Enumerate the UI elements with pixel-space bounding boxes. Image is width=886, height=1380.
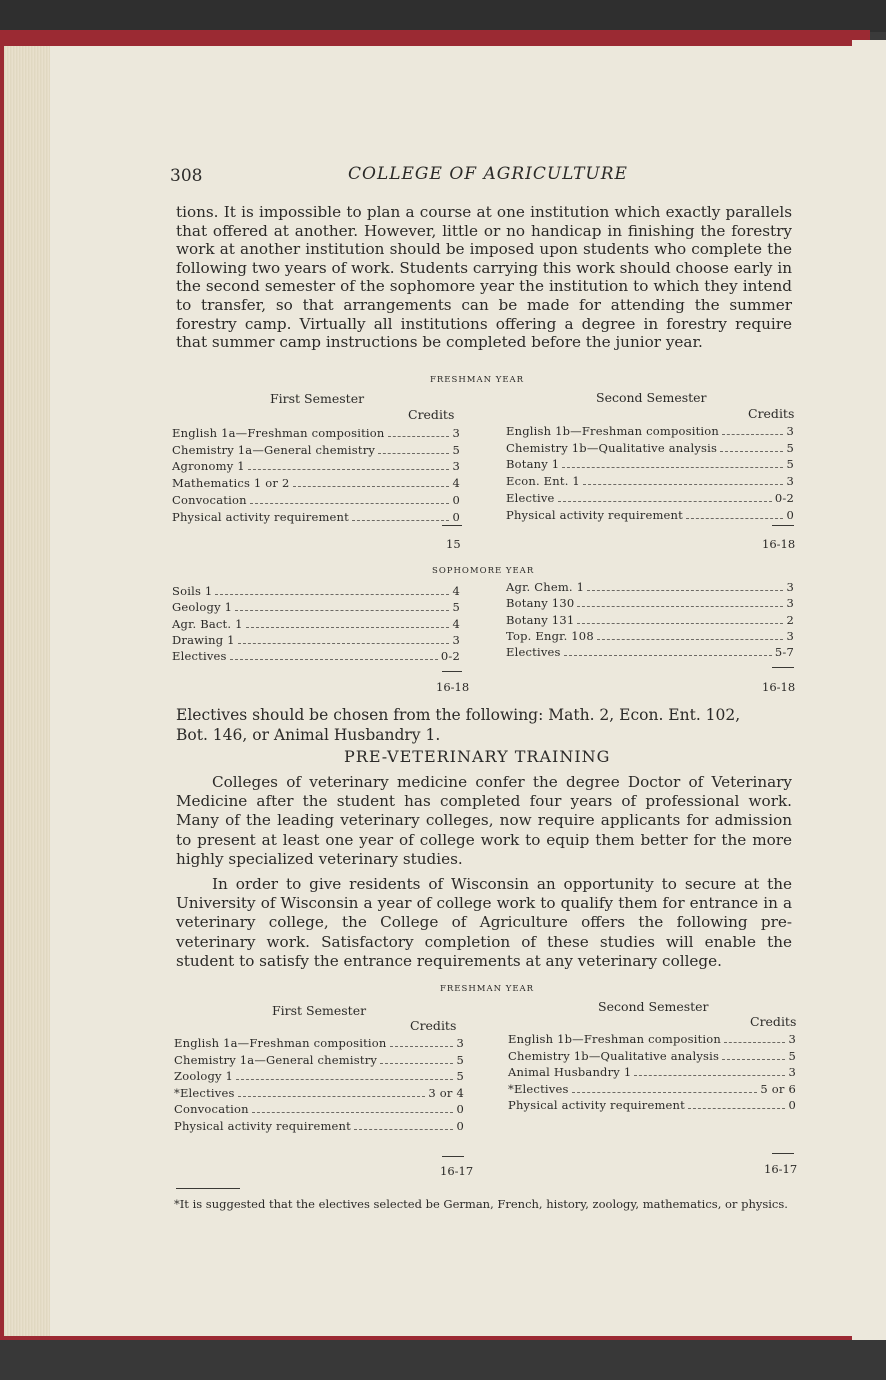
- dot-leader: [597, 639, 784, 640]
- course-row: [172, 649, 460, 663]
- course-name: Top. Engr. 108: [506, 628, 594, 643]
- course-name: Econ. Ent. 1: [506, 474, 580, 489]
- total-rule: [772, 1153, 794, 1154]
- dot-leader: [380, 1063, 453, 1064]
- course-name: Agronomy 1: [172, 459, 245, 474]
- dot-leader: [634, 1075, 785, 1076]
- course-credits: 0: [452, 492, 460, 507]
- course-row: [506, 457, 794, 471]
- dot-leader: [577, 623, 783, 624]
- course-credits: 4: [452, 584, 460, 598]
- forestry-freshman-first-total: 15: [446, 537, 461, 551]
- course-row: [174, 1102, 464, 1116]
- dot-leader: [686, 518, 783, 519]
- prevet-paragraph-1: Colleges of veterinary medicine confer the degree Doctor of Veterinary Medicine after the student has completed four years of professional work. Many of the leading veterinary colleges, now require applicants for admission to present at least one year of college work to equip them better for the more highly specialized veterinary studies.: [176, 773, 792, 868]
- course-credits: 0: [456, 1119, 464, 1133]
- dot-leader: [388, 436, 450, 437]
- course-name: Chemistry 1b—Qualitative analysis: [508, 1048, 720, 1063]
- dot-leader: [293, 486, 450, 487]
- course-row: [172, 476, 460, 490]
- forestry-sophomore-second-total: 16-18: [762, 680, 796, 694]
- dot-leader: [390, 1046, 454, 1047]
- dot-leader: [564, 655, 772, 656]
- course-name: Convocation: [172, 492, 247, 507]
- course-row: [174, 1053, 464, 1067]
- scan-background-top: [0, 0, 886, 32]
- course-row: [172, 600, 460, 614]
- course-credits: 5: [452, 600, 460, 615]
- course-row: [508, 1032, 796, 1046]
- course-credits: 0: [452, 509, 460, 524]
- course-row: [172, 459, 460, 473]
- course-credits: 5: [452, 442, 460, 457]
- course-name: Physical activity requirement: [508, 1098, 685, 1113]
- course-credits: 0-2: [774, 490, 794, 505]
- course-row: [174, 1119, 464, 1133]
- course-name: Agr. Chem. 1: [506, 580, 585, 594]
- facing-page-edge: [852, 40, 886, 1340]
- page-number: 308: [170, 166, 203, 186]
- course-row: [174, 1036, 464, 1050]
- course-credits: 2: [786, 612, 794, 627]
- course-name: Mathematics 1 or 2: [172, 476, 290, 491]
- prevet-first-semester-label: First Semester: [272, 1003, 367, 1018]
- total-rule: [442, 1156, 464, 1157]
- course-name: Botany 1: [506, 457, 560, 472]
- course-name: Chemistry 1b—Qualitative analysis: [506, 440, 718, 455]
- course-name: English 1b—Freshman composition: [508, 1032, 722, 1046]
- forestry-credits-label-left: Credits: [408, 407, 455, 422]
- course-credits: 3: [786, 628, 794, 643]
- course-credits: 5: [456, 1069, 464, 1084]
- book-page: [50, 46, 856, 1336]
- course-credits: 3: [452, 459, 460, 474]
- prevet-paragraph-2: In order to give residents of Wisconsin an opportunity to secure at the University of Wisconsin a year of college work to qualify them for entrance in a veterinary college, the College of Agriculture offers the following pre-veterinary work. Satisfactory completion of these studies will enable the student to satisfy the entrance requirements at any veterinary college.: [176, 875, 792, 970]
- total-rule: [442, 671, 462, 672]
- prevet-second-semester-label: Second Semester: [598, 999, 709, 1014]
- course-row: [506, 613, 794, 627]
- course-name: Animal Husbandry 1: [508, 1065, 632, 1080]
- forestry-first-semester-label: First Semester: [270, 391, 365, 406]
- course-credits: 0: [788, 1098, 796, 1113]
- course-row: [508, 1098, 796, 1112]
- course-row: [508, 1049, 796, 1063]
- course-row: [506, 508, 794, 522]
- footnote-rule: [176, 1188, 240, 1189]
- course-name: Drawing 1: [172, 632, 235, 647]
- course-name: Botany 130: [506, 596, 575, 611]
- course-row: [172, 493, 460, 507]
- total-rule: [772, 525, 794, 526]
- dot-leader: [562, 467, 783, 468]
- course-credits: 3 or 4: [428, 1085, 464, 1100]
- prevet-footnote: *It is suggested that the electives selected be German, French, history, zoology, mathematics, or physics.: [174, 1197, 788, 1211]
- electives-note-line1: Electives should be chosen from the following: Math. 2, Econ. Ent. 102,: [176, 706, 741, 724]
- course-row: [172, 426, 460, 440]
- course-row: [506, 424, 794, 438]
- course-credits: 0: [786, 507, 794, 522]
- dot-leader: [722, 434, 783, 435]
- course-credits: 5 or 6: [760, 1081, 796, 1096]
- course-credits: 5: [788, 1048, 796, 1063]
- dot-leader: [587, 590, 783, 591]
- course-name: Geology 1: [172, 600, 233, 615]
- course-row: [506, 596, 794, 610]
- dot-leader: [722, 1059, 785, 1060]
- course-credits: 3: [786, 596, 794, 611]
- course-credits: 5: [456, 1052, 464, 1067]
- dot-leader: [235, 610, 449, 611]
- page-stack-edge: [4, 46, 56, 1336]
- course-row: [172, 510, 460, 524]
- dot-leader: [250, 503, 450, 504]
- prevet-credits-label-right: Credits: [750, 1014, 797, 1029]
- dot-leader: [248, 469, 450, 470]
- dot-leader: [238, 643, 450, 644]
- prevet-credits-label-left: Credits: [410, 1018, 457, 1033]
- course-credits: 3: [452, 426, 460, 440]
- course-credits: 0: [456, 1102, 464, 1117]
- course-name: Chemistry 1a—General chemistry: [172, 442, 376, 457]
- course-credits: 3: [788, 1032, 796, 1046]
- course-credits: 4: [452, 476, 460, 491]
- forestry-freshman-second-total: 16-18: [762, 537, 796, 551]
- course-credits: 3: [456, 1036, 464, 1050]
- dot-leader: [246, 627, 450, 628]
- dot-leader: [230, 659, 438, 660]
- total-rule: [442, 525, 462, 526]
- course-name: Agr. Bact. 1: [172, 616, 243, 631]
- course-credits: 5: [786, 457, 794, 472]
- dot-leader: [572, 1092, 758, 1093]
- course-row: [506, 474, 794, 488]
- forestry-credits-label-right: Credits: [748, 406, 795, 421]
- course-name: English 1a—Freshman composition: [172, 426, 385, 440]
- course-row: [172, 633, 460, 647]
- course-name: *Electives: [174, 1085, 235, 1100]
- course-credits: 5-7: [774, 645, 794, 660]
- prevet-second-total: 16-17: [764, 1162, 798, 1176]
- course-row: [506, 491, 794, 505]
- course-name: *Electives: [508, 1081, 569, 1096]
- course-name: Physical activity requirement: [506, 507, 683, 522]
- course-name: Chemistry 1a—General chemistry: [174, 1052, 378, 1067]
- intro-paragraph: tions. It is impossible to plan a course at one institution which exactly parallels that offered at another. However, little or no handicap in finishing the forestry work at another institution should be imposed upon students who complete the following two years of work. Students carrying this work should choose early in the second semester of the sophomore year the institution to which they intend to transfer, so that arrangements can be made for attending the summer forestry camp. Virtually all institutions offering a degree in forestry require that summer camp instructions be completed before the junior year.: [176, 203, 792, 352]
- dot-leader: [558, 501, 772, 502]
- course-credits: 4: [452, 616, 460, 631]
- course-name: English 1a—Freshman composition: [174, 1036, 387, 1050]
- dot-leader: [583, 484, 784, 485]
- total-rule: [772, 667, 794, 668]
- course-name: Zoology 1: [174, 1069, 234, 1084]
- course-row: [506, 645, 794, 659]
- course-row: [508, 1082, 796, 1096]
- dot-leader: [354, 1129, 453, 1130]
- dot-leader: [724, 1042, 785, 1043]
- course-row: [506, 580, 794, 594]
- dot-leader: [577, 606, 783, 607]
- course-credits: 3: [786, 580, 794, 594]
- course-name: Botany 131: [506, 612, 575, 627]
- prevet-first-total: 16-17: [440, 1164, 474, 1178]
- dot-leader: [688, 1108, 785, 1109]
- course-row: [172, 617, 460, 631]
- course-name: Physical activity requirement: [172, 509, 349, 524]
- course-row: [506, 629, 794, 643]
- course-name: English 1b—Freshman composition: [506, 424, 720, 438]
- course-credits: 0-2: [440, 649, 460, 664]
- forestry-sophomore-label: SOPHOMORE YEAR: [432, 566, 535, 576]
- forestry-second-semester-label: Second Semester: [596, 390, 707, 405]
- course-row: [172, 584, 460, 598]
- electives-note-line2: Bot. 146, or Animal Husbandry 1.: [176, 726, 441, 744]
- course-row: [174, 1069, 464, 1083]
- course-name: Physical activity requirement: [174, 1119, 351, 1133]
- course-row: [508, 1065, 796, 1079]
- forestry-sophomore-first-total: 16-18: [436, 680, 470, 694]
- dot-leader: [236, 1079, 453, 1080]
- dot-leader: [378, 453, 449, 454]
- dot-leader: [252, 1112, 454, 1113]
- dot-leader: [238, 1096, 426, 1097]
- dot-leader: [215, 594, 449, 595]
- course-credits: 3: [786, 424, 794, 438]
- forestry-freshman-label: FRESHMAN YEAR: [430, 375, 525, 385]
- running-title: COLLEGE OF AGRICULTURE: [348, 164, 628, 184]
- course-row: [506, 441, 794, 455]
- course-name: Convocation: [174, 1102, 249, 1117]
- dot-leader: [720, 451, 783, 452]
- course-name: Soils 1: [172, 584, 213, 598]
- course-credits: 3: [786, 474, 794, 489]
- course-row: [174, 1086, 464, 1100]
- course-credits: 3: [788, 1065, 796, 1080]
- prevet-freshman-label: FRESHMAN YEAR: [440, 984, 535, 994]
- course-credits: 3: [452, 632, 460, 647]
- course-credits: 5: [786, 440, 794, 455]
- prevet-heading: PRE-VETERINARY TRAINING: [344, 747, 611, 766]
- course-name: Electives: [172, 649, 227, 664]
- course-name: Electives: [506, 645, 561, 660]
- course-row: [172, 443, 460, 457]
- course-name: Elective: [506, 490, 555, 505]
- dot-leader: [352, 520, 449, 521]
- scan-background-bottom: [0, 1340, 886, 1380]
